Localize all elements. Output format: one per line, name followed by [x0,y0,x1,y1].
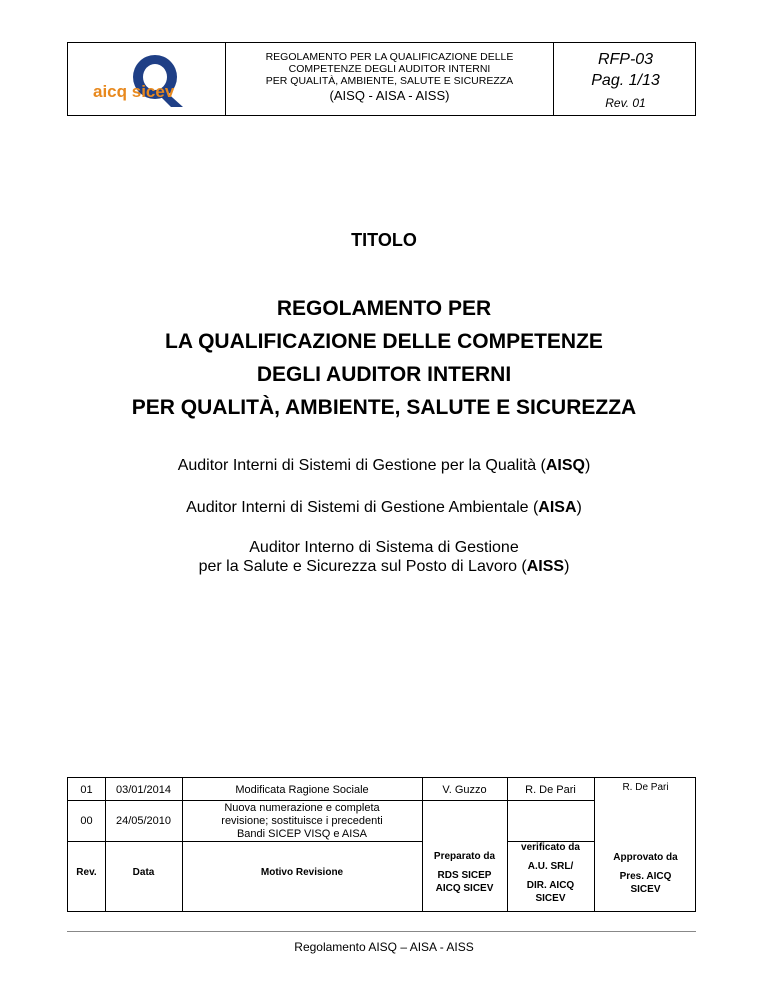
verified-label: verificato da [521,842,580,853]
subtitle-acronym: AISS [526,558,565,575]
header-title-line: PER QUALITÀ, AMBIENTE, SALUTE E SICUREZZA [265,75,514,87]
logo-cell [68,43,226,115]
col-header-verified [507,841,594,905]
approved-label: Approvato da [613,852,678,863]
subtitle-aisa [0,498,768,517]
subtitle-acronym: AISA [538,499,577,516]
main-title-line: DEGLI AUDITOR INTERNI [256,363,512,386]
doc-code: RFP-03 [597,51,654,68]
subtitle-text: Auditor Interno di Sistema di Gestione [249,539,519,556]
rev-prepared: V. Guzzo [442,784,487,796]
rev-reason-line: Bandi SICEP VISQ e AISA [236,828,368,840]
subtitle-acronym: AISQ [545,457,585,474]
subtitle-text: per la Salute e Sicurezza sul Posto di Lavoro ( [198,558,527,575]
header-title-line: REGOLAMENTO PER LA QUALIFICAZIONE DELLE [265,51,514,63]
rev-reason [182,802,422,841]
col-header-prepared [422,850,507,895]
subtitle-text: ) [564,558,570,575]
document-header [67,42,696,116]
verified-org: A.U. SRL/ [527,861,574,872]
approved-org: SICEV [630,884,661,895]
rev-verified: R. De Pari [525,784,576,796]
header-title-line: COMPETENZE DEGLI AUDITOR INTERNI [288,63,491,75]
subtitle-text: Auditor Interni di Sistemi di Gestione per la Qualità ( [177,457,546,474]
page-footer: Regolamento AISQ – AISA - AISS [294,940,474,954]
prepared-org: AICQ SICEV [435,883,494,894]
header-schemes: (AISQ - AISA - AISS) [329,88,450,103]
header-title-cell [226,43,554,115]
logo-text: aicq sicev [93,82,175,101]
revision-number: Rev. 01 [605,96,646,110]
col-header-reason: Motivo Revisione [260,867,344,878]
col-header-approved [594,851,697,896]
rev-number: 01 [80,784,93,796]
col-header-date: Data [132,867,155,878]
revision-table [67,777,696,912]
subtitle-text: ) [584,457,591,474]
rev-reason-line: Nuova numerazione e completa [224,802,380,814]
subtitle-aisq [0,456,768,475]
approved-org: Pres. AICQ [619,871,672,882]
subtitle-text: Auditor Interni di Sistemi di Gestione Ambientale ( [186,499,539,516]
rev-number: 00 [80,815,93,827]
rev-date: 03/01/2014 [115,784,172,796]
subtitle-text: ) [576,499,582,516]
subtitle-aiss [0,538,768,576]
footer-divider [67,931,696,932]
titolo-label: TITOLO [351,230,417,250]
col-header-rev: Rev. [76,867,97,878]
verified-org: SICEV [535,893,566,904]
main-title [0,292,768,424]
rev-reason-line: revisione; sostituisce i precedenti [221,815,383,827]
rev-date: 24/05/2010 [115,815,172,827]
main-title-line: PER QUALITÀ, AMBIENTE, SALUTE E SICUREZZA [131,396,637,419]
rev-reason: Modificata Ragione Sociale [235,784,369,796]
main-title-line: REGOLAMENTO PER [276,297,492,320]
rev-approved: R. De Pari [622,782,669,793]
header-code-cell [554,43,697,115]
verified-org: DIR. AICQ [526,880,575,891]
page-number: Pag. 1/13 [591,72,660,89]
main-title-line: LA QUALIFICAZIONE DELLE COMPETENZE [165,330,603,353]
aicq-sicev-logo [87,51,207,109]
prepared-org: RDS SICEP [437,870,492,881]
prepared-label: Preparato da [433,851,496,862]
